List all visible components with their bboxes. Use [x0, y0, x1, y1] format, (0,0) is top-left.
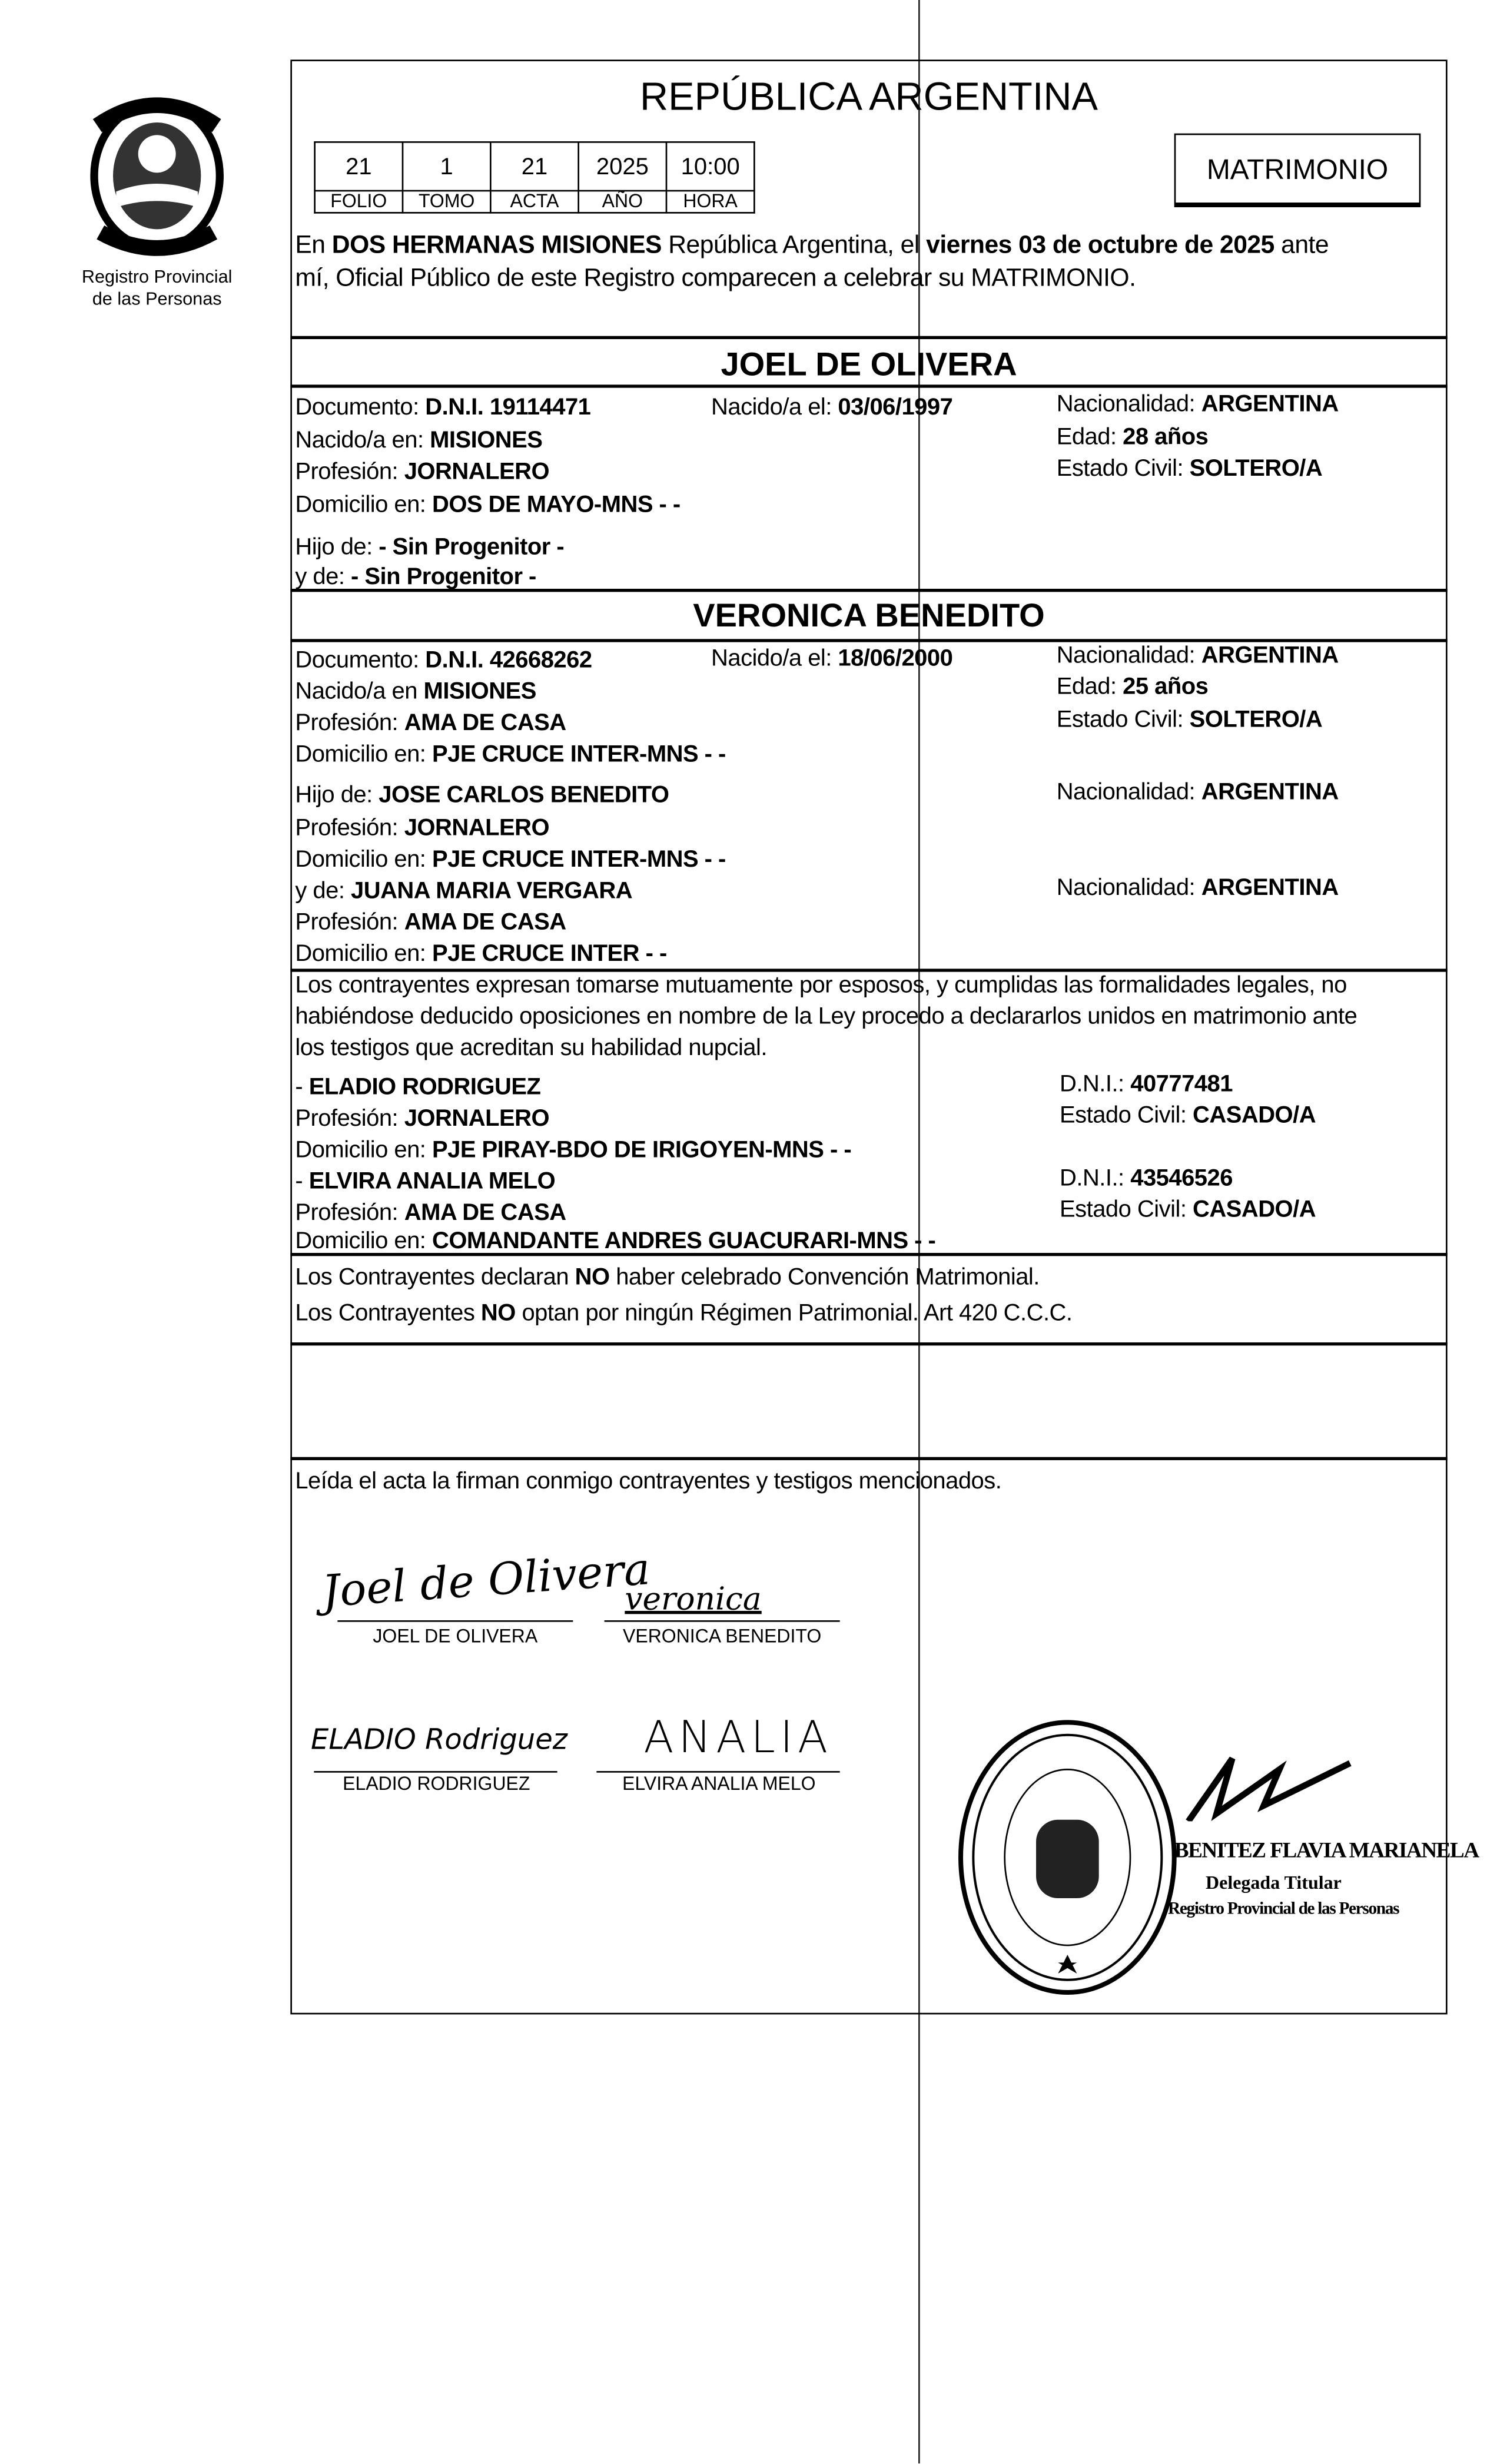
declaration-line-2: habiéndose deducido oposiciones en nombre de la Ley procedo a declararlos unidos en matrimonio ante	[295, 1003, 1357, 1030]
label: Domicilio en:	[295, 846, 432, 873]
text: Los Contrayentes declaran	[295, 1263, 575, 1291]
prefix: -	[295, 1074, 309, 1101]
label: Nacionalidad:	[1056, 778, 1201, 806]
value: D.N.I. 42668262	[425, 646, 592, 674]
spouse1-name-heading: JOEL DE OLIVERA	[721, 347, 1017, 383]
signature-line	[337, 1620, 573, 1622]
tomo-value: 1	[403, 142, 490, 191]
spouse1-birthplace	[295, 427, 542, 455]
value: PJE PIRAY-BDO DE IRIGOYEN-MNS - -	[431, 1136, 852, 1164]
label: Nacido/a en:	[295, 427, 430, 454]
registry-table	[314, 141, 755, 214]
divider	[290, 1253, 1447, 1256]
spouse1-birthdate	[711, 394, 952, 422]
prefix: -	[295, 1168, 309, 1195]
regime-line-1	[295, 1264, 1040, 1292]
label: Estado Civil:	[1060, 1102, 1193, 1129]
declaration-line-1: Los contrayentes expresan tomarse mutuamente por esposos, y cumplidas las formalidades legales, no	[295, 971, 1347, 999]
spouse1-address	[295, 492, 680, 520]
value: SOLTERO/A	[1189, 707, 1323, 734]
official-stamp	[954, 1716, 1182, 1999]
text-bold: NO	[480, 1300, 516, 1327]
label: Hijo de:	[295, 782, 379, 809]
intro-line-1	[295, 233, 1329, 261]
witness1-name	[295, 1074, 540, 1102]
signature-eladio: ELADIO Rodriguez	[311, 1724, 567, 1757]
label: Profesión:	[295, 1105, 404, 1132]
declaration-line-3: los testigos que acreditan su habilidad nupcial.	[295, 1034, 767, 1062]
spouse2-document	[295, 647, 592, 675]
value: ELVIRA ANALIA MELO	[308, 1168, 556, 1195]
value: ARGENTINA	[1201, 391, 1339, 418]
label: y de:	[295, 877, 351, 905]
value: JORNALERO	[404, 815, 550, 842]
value: - Sin Progenitor -	[351, 563, 536, 591]
spouse2-mother-profession	[295, 909, 566, 937]
label: D.N.I.:	[1060, 1070, 1131, 1098]
label: Profesión:	[295, 709, 404, 737]
value: AMA DE CASA	[404, 909, 566, 936]
divider	[290, 384, 1447, 387]
label: Nacido/a el:	[711, 645, 838, 672]
label: Edad:	[1056, 424, 1123, 451]
label: y de:	[295, 563, 351, 591]
label: Edad:	[1056, 674, 1123, 701]
value: - Sin Progenitor -	[379, 533, 565, 561]
label: Estado Civil:	[1056, 455, 1190, 482]
label: D.N.I.:	[1060, 1165, 1131, 1192]
signature-line	[605, 1620, 840, 1622]
folio-value: 21	[315, 142, 403, 191]
value: ARGENTINA	[1201, 642, 1339, 669]
intro-place: DOS HERMANAS MISIONES	[331, 232, 662, 260]
divider	[290, 589, 1447, 592]
acta-label: ACTA	[490, 191, 578, 213]
signature-elvira: ANALIA	[643, 1711, 833, 1763]
regime-line-2	[295, 1300, 1072, 1328]
signature-label-elvira: ELVIRA ANALIA MELO	[622, 1772, 816, 1795]
value: 18/06/2000	[838, 645, 953, 672]
spouse1-profession	[295, 459, 549, 487]
label: Nacionalidad:	[1056, 874, 1201, 901]
logo-caption	[63, 267, 251, 311]
label: Nacido/a en	[295, 678, 424, 705]
witness2-dni	[1060, 1165, 1233, 1193]
value: PJE CRUCE INTER-MNS - -	[431, 741, 726, 768]
label: Nacionalidad:	[1056, 642, 1201, 669]
spouse2-nationality	[1057, 642, 1339, 671]
logo-caption-line1: Registro Provincial	[81, 268, 233, 288]
label: Profesión:	[295, 1199, 404, 1226]
logo-caption-line2: de las Personas	[92, 290, 222, 310]
label: Nacido/a el:	[711, 394, 838, 421]
divider	[290, 1457, 1447, 1460]
value: MISIONES	[423, 678, 536, 705]
spouse2-profession	[295, 709, 566, 738]
spouse2-age	[1057, 674, 1209, 702]
witness2-civil-status	[1060, 1196, 1316, 1225]
label: Profesión:	[295, 909, 404, 936]
spouse2-address	[295, 741, 726, 770]
divider	[290, 336, 1447, 339]
label: Estado Civil:	[1060, 1196, 1193, 1223]
acta-value: 21	[490, 142, 578, 191]
text-bold: NO	[575, 1263, 610, 1291]
intro-text: En	[295, 232, 332, 260]
closing-text: Leída el acta la firman conmigo contrayentes y testigos mencionados.	[295, 1468, 1002, 1495]
witness1-address	[295, 1137, 851, 1165]
anio-label: AÑO	[579, 191, 666, 213]
spouse1-age	[1057, 424, 1209, 452]
spouse1-nationality	[1057, 391, 1339, 419]
official-signature	[1185, 1750, 1373, 1821]
divider	[290, 1342, 1447, 1345]
spouse2-birthplace	[295, 678, 536, 707]
signature-label-veronica: VERONICA BENEDITO	[623, 1625, 822, 1647]
value: MISIONES	[430, 427, 543, 454]
text: haber celebrado Convención Matrimonial.	[609, 1263, 1040, 1291]
label: Documento:	[295, 394, 426, 421]
label: Estado Civil:	[1056, 707, 1190, 734]
misiones-coat-of-arms-logo	[82, 94, 233, 259]
value: 43546526	[1130, 1165, 1233, 1192]
label: Domicilio en:	[295, 940, 432, 967]
label: Documento:	[295, 646, 426, 674]
value: AMA DE CASA	[404, 709, 566, 737]
spouse2-father	[295, 782, 669, 810]
act-type-box: MATRIMONIO	[1174, 134, 1421, 207]
label: Hijo de:	[295, 533, 379, 561]
value: PJE CRUCE INTER - -	[431, 940, 667, 967]
value: JOSE CARLOS BENEDITO	[379, 782, 669, 809]
text: Los Contrayentes	[295, 1300, 481, 1327]
label: Domicilio en:	[295, 1136, 432, 1164]
intro-date: viernes 03 de octubre de 2025	[926, 232, 1274, 260]
value: DOS DE MAYO-MNS - -	[431, 491, 681, 519]
intro-line-2: mí, Oficial Público de este Registro comparecen a celebrar su MATRIMONIO.	[295, 265, 1136, 293]
signature-veronica: veronica	[625, 1579, 762, 1617]
witness1-dni	[1060, 1071, 1233, 1099]
spouse2-name-heading: VERONICA BENEDITO	[693, 598, 1045, 635]
signature-label-eladio: ELADIO RODRIGUEZ	[343, 1772, 530, 1795]
anio-value: 2025	[579, 142, 666, 191]
spouse1-civil-status	[1057, 455, 1323, 483]
signature-joel: Joel de Olivera	[320, 1543, 652, 1618]
spouse2-birthdate	[711, 645, 952, 674]
value: JORNALERO	[404, 458, 550, 486]
spouse2-father-profession	[295, 815, 549, 843]
text: optan por ningún Régimen Patrimonial. Art 420 C.C.C.	[515, 1300, 1073, 1327]
tomo-label: TOMO	[403, 191, 490, 213]
value: ELADIO RODRIGUEZ	[308, 1074, 541, 1101]
spouse2-civil-status	[1057, 707, 1323, 735]
value: 40777481	[1130, 1070, 1233, 1098]
official-role: Delegada Titular	[1206, 1871, 1342, 1894]
label: Profesión:	[295, 815, 404, 842]
value: AMA DE CASA	[404, 1199, 566, 1226]
value: JORNALERO	[404, 1105, 550, 1132]
value: ARGENTINA	[1201, 874, 1339, 901]
official-name: BENITEZ FLAVIA MARIANELA	[1174, 1840, 1479, 1864]
label: Domicilio en:	[295, 491, 432, 519]
label: Domicilio en:	[295, 741, 432, 768]
spouse2-mother-address	[295, 940, 666, 969]
hora-label: HORA	[666, 191, 754, 213]
intro-text: República Argentina, el	[661, 232, 927, 260]
value: 28 años	[1123, 424, 1209, 451]
witness2-name	[295, 1168, 555, 1196]
value: D.N.I. 19114471	[425, 394, 591, 421]
value: JUANA MARIA VERGARA	[351, 877, 633, 905]
value: CASADO/A	[1192, 1102, 1316, 1129]
value: 25 años	[1123, 674, 1209, 701]
page-title: REPÚBLICA ARGENTINA	[640, 75, 1098, 120]
spouse1-father	[295, 534, 564, 562]
folio-label: FOLIO	[315, 191, 403, 213]
spouse2-father-nationality	[1057, 779, 1339, 807]
spouse2-mother	[295, 878, 632, 906]
value: 03/06/1997	[838, 394, 953, 421]
value: COMANDANTE ANDRES GUACURARI-MNS - -	[431, 1228, 936, 1255]
value: ARGENTINA	[1201, 778, 1339, 806]
witness1-civil-status	[1060, 1102, 1316, 1130]
label: Domicilio en:	[295, 1228, 432, 1255]
spouse2-father-address	[295, 846, 726, 874]
official-organization: Registro Provincial de las Personas	[1168, 1899, 1399, 1919]
value: SOLTERO/A	[1189, 455, 1323, 482]
intro-text: ante	[1274, 232, 1329, 260]
spouse1-document	[295, 394, 590, 422]
witness2-profession	[295, 1199, 566, 1228]
label: Profesión:	[295, 458, 404, 486]
witness1-profession	[295, 1105, 549, 1133]
value: CASADO/A	[1192, 1196, 1316, 1223]
spouse1-mother	[295, 563, 536, 592]
witness2-address	[295, 1228, 935, 1256]
signature-label-joel: JOEL DE OLIVERA	[373, 1625, 538, 1647]
value: PJE CRUCE INTER-MNS - -	[431, 846, 726, 873]
hora-value: 10:00	[666, 142, 754, 191]
spouse2-mother-nationality	[1057, 874, 1339, 903]
label: Nacionalidad:	[1056, 391, 1201, 418]
